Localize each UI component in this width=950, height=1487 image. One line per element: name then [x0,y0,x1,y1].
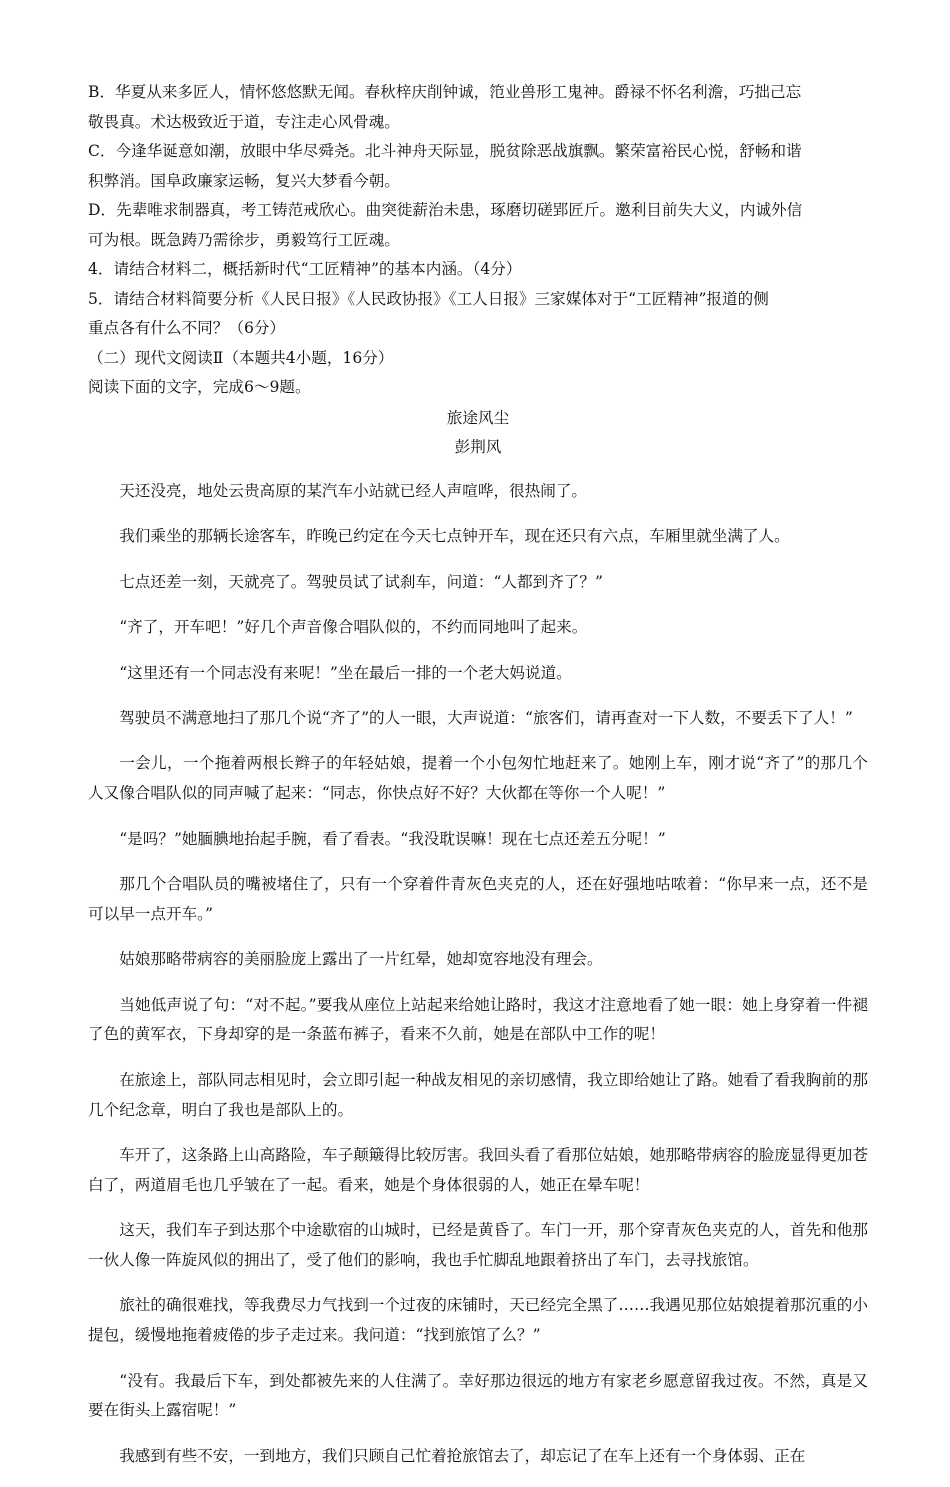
question-5-line1: 5．请结合材料简要分析《人民日报》《人民政协报》《工人日报》三家媒体对于“工匠精神”报道的侧 [88,289,769,308]
article-paragraph: 在旅途上，部队同志相见时，会立即引起一种战友相见的亲切感情，我立即给她让了路。她看了看我胸前的那几个纪念章，明白了我也是部队上的。 [88,1070,868,1119]
article-body [88,477,868,1471]
article-paragraph: 这天，我们车子到达那个中途歇宿的山城时，已经是黄昏了。车门一开，那个穿青灰色夹克的人，首先和他那一伙人像一阵旋风似的拥出了，受了他们的影响，我也手忙脚乱地跟着挤出了车门，去寻找旅馆。 [88,1221,868,1269]
article-paragraph: “这里还有一个同志没有来呢！”坐在最后一排的一个老大妈说道。 [119,663,572,682]
article-paragraph: 旅社的确很难找，等我费尽力气找到一个过夜的床铺时，天已经完全黑了……我遇见那位姑娘提着那沉重的小提包，缓慢地拖着疲倦的步子走过来。我问道：“找到旅馆了么？” [88,1296,868,1345]
article-paragraph: 车开了，这条路上山高路险，车子颠簸得比较厉害。我回头看了看那位姑娘，她那略带病容的脸庞显得更加苍白了，两道眉毛也几乎皱在了一起。看来，她是个身体很弱的人，她正在晕车呢！ [88,1145,868,1194]
exam-page [88,78,868,1487]
article-paragraph: “没有。我最后下车，到处都被先来的人住满了。幸好那边很远的地方有家老乡愿意留我过夜。不然，真是又要在街头上露宿呢！” [88,1371,868,1420]
section-title: （二）现代文阅读Ⅱ（本题共4小题，16分） [88,348,394,367]
option-b-line2: 敬畏真。术达极致近于道，专注走心风骨魂。 [88,112,400,131]
article-paragraph: 我们乘坐的那辆长途客车，昨晚已约定在今天七点钟开车，现在还只有六点，车厢里就坐满了人。 [119,527,790,546]
reading-instruction: 阅读下面的文字，完成6～9题。 [88,377,311,396]
question-4: 4．请结合材料二，概括新时代“工匠精神”的基本内涵。（4分） [88,260,522,278]
article-paragraph: 姑娘那略带病容的美丽脸庞上露出了一片红晕，她却宽容地没有理会。 [119,950,603,969]
question-5-line2: 重点各有什么不同？（6分） [88,319,286,337]
article-title: 旅途风尘 [446,408,510,427]
article-paragraph: 一会儿，一个拖着两根长辫子的年轻姑娘，提着一个小包匆忙地赶来了。她刚上车，刚才说“齐了”的那几个人又像合唱队似的同声喊了起来：“同志，你快点好不好？大伙都在等你一个人呢！” [88,754,868,803]
article-paragraph: 驾驶员不满意地扫了那几个说“齐了”的人一眼，大声说道：“旅客们，请再查对一下人数，不要丢下了人！” [119,709,853,728]
article-paragraph: 当她低声说了句：“对不起。”要我从座位上站起来给她让路时，我这才注意地看了她一眼：她上身穿着一件褪了色的黄军衣，下身却穿的是一条蓝布裤子，看来不久前，她是在部队中工作的呢！ [88,995,868,1044]
option-b-line1: B．华夏从来多匠人，情怀悠悠默无闻。春秋梓庆削钟诚，笵业兽形工鬼神。爵禄不怀名利澹，巧拙己忘 [88,83,802,101]
article-paragraph: 天还没亮，地处云贵高原的某汽车小站就已经人声喧哗，很热闹了。 [119,482,588,501]
article-paragraph: “是吗？”她腼腆地抬起手腕，看了看表。“我没耽误嘛！现在七点还差五分呢！” [119,829,666,848]
option-d-line1: D．先辈唯求制器真，考工铸范戒欣心。曲突徙薪治未患，琢磨切磋郢匠斤。邀利目前失大义，内诚外信 [88,201,803,219]
option-c-line1: C．今逢华诞意如潮，放眼中华尽舜尧。北斗神舟天际显，脱贫除恶战旗飘。繁荣富裕民心悦，舒畅和谐 [88,142,802,160]
article-paragraph: “齐了，开车吧！”好几个声音像合唱队似的，不约而同地叫了起来。 [119,618,588,637]
article-paragraph: 七点还差一刻，天就亮了。驾驶员试了试刹车，问道：“人都到齐了？” [119,572,603,591]
option-c-line2: 积弊消。国阜政廉家运畅，复兴大梦看今朝。 [88,171,400,190]
article-paragraph: 我感到有些不安，一到地方，我们只顾自己忙着抢旅馆去了，却忘记了在车上还有一个身体弱、正在 [119,1446,806,1465]
option-d-line2: 可为根。既急踌乃需徐步，勇毅笃行工匠魂。 [88,230,400,249]
article-paragraph: 那几个合唱队员的嘴被堵住了，只有一个穿着件青灰色夹克的人，还在好强地咕哝着：“你早来一点，还不是可以早一点开车。” [88,875,868,923]
article-author: 彭荆风 [454,437,502,456]
